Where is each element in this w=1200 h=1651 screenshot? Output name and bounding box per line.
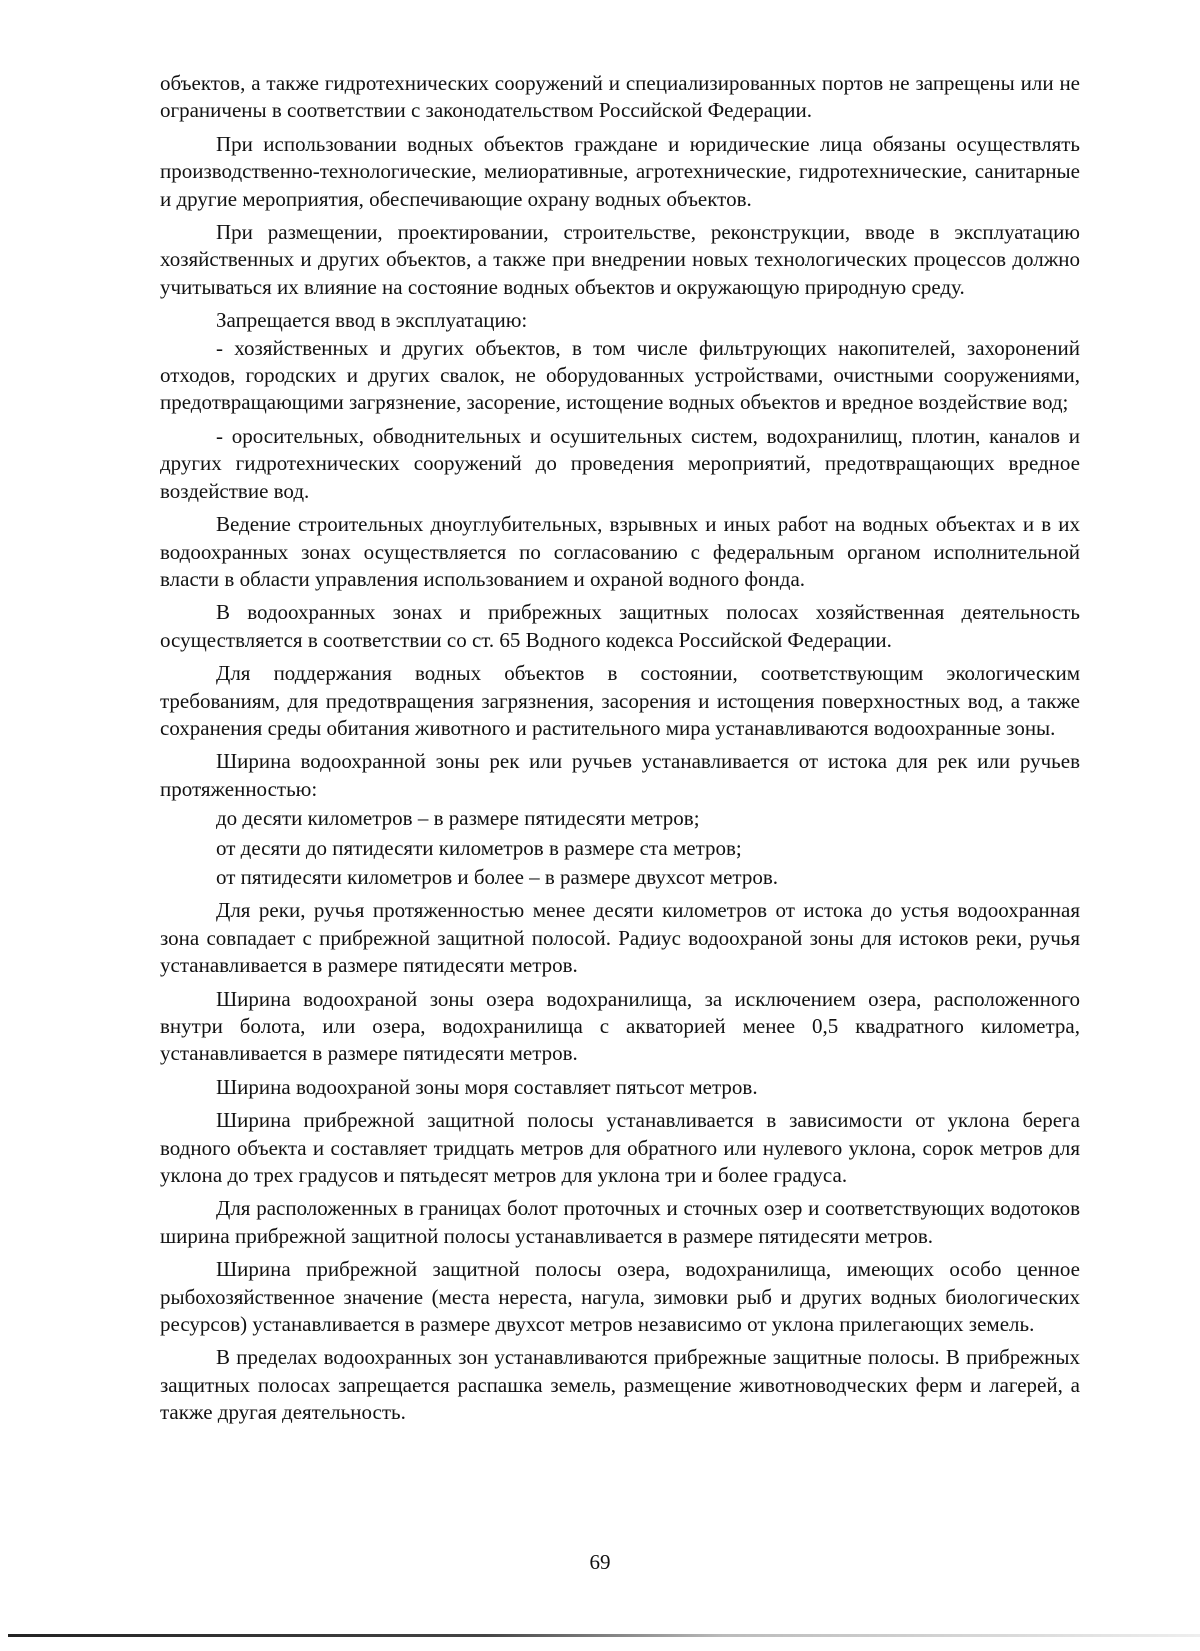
paragraph: В водоохранных зонах и прибрежных защитных полосах хозяйственная деятельность осуществляется в соответствии со ст. 65 Водного кодекса Российской Федерации. [160,600,1080,652]
page-number: 69 [589,1550,611,1574]
list-item: до десяти километров – в размере пятидесяти метров; [216,806,700,831]
paragraph: Ширина прибрежной защитной полосы устанавливается в зависимости от уклона берега водного объекта и составляет тридцать метров для обратного или нулевого уклона, сорок метров для уклона до трех градусов и пятьдесят метров для уклона три и более градуса. [160,1108,1080,1188]
document-body [160,70,1080,1427]
paragraph: Ширина водоохраной зоны озера водохранилища, за исключением озера, расположенного внутри болота, или озера, водохранилища с акваторией менее 0,5 квадратного километра, устанавливается в размере пятидесяти метров. [160,986,1080,1066]
paragraph: Ширина прибрежной защитной полосы озера, водохранилища, имеющих особо ценное рыбохозяйственное значение (места нереста, нагула, зимовки рыб и других водных биологических ресурсов) устанавливается в размере двухсот метров независимо от уклона прилегающих земель. [160,1257,1080,1337]
scan-edge-line [8,1634,1200,1637]
paragraph: Для реки, ручья протяженностью менее десяти километров от истока до устья водоохранная зона совпадает с прибрежной защитной полосой. Радиус водоохраной зоны для истоков реки, ручья устанавливается в размере пятидесяти метров. [160,898,1080,978]
paragraph: объектов, а также гидротехнических сооружений и специализированных портов не запрещены или не ограничены в соответствии с законодательством Российской Федерации. [160,71,1080,123]
paragraph: В пределах водоохранных зон устанавливаются прибрежные защитные полосы. В прибрежных защитных полосах запрещается распашка земель, размещение животноводческих ферм и лагерей, а также другая деятельность. [160,1345,1080,1425]
paragraph: При использовании водных объектов граждане и юридические лица обязаны осуществлять производственно-технологические, мелиоративные, агротехнические, гидротехнические, санитарные и другие мероприятия, обеспечивающие охрану водных объектов. [160,131,1080,211]
list-item: от десяти до пятидесяти километров в размере ста метров; [216,835,742,860]
paragraph: Для расположенных в границах болот проточных и сточных озер и соответствующих водотоков ширина прибрежной защитной полосы устанавливается в размере пятидесяти метров. [160,1196,1080,1248]
paragraph: Запрещается ввод в эксплуатацию: [216,308,528,333]
paragraph: Ширина водоохранной зоны рек или ручьев устанавливается от истока для рек или ручьев протяженностью: [160,749,1080,801]
list-item: - хозяйственных и других объектов, в том числе фильтрующих накопителей, захоронений отходов, городских и других свалок, не оборудованных устройствами, очистными сооружениями, предотвращающими загрязнение, засорение, истощение водных объектов и вредное воздействие вод; [160,335,1080,415]
paragraph: Ширина водоохраной зоны моря составляет пятьсот метров. [216,1074,758,1099]
paragraph: При размещении, проектировании, строительстве, реконструкции, вводе в эксплуатацию хозяйственных и других объектов, а также при внедрении новых технологических процессов должно учитываться их влияние на состояние водных объектов и окружающую природную среду. [160,220,1080,299]
list-item: - оросительных, обводнительных и осушительных систем, водохранилищ, плотин, каналов и других гидротехнических сооружений до проведения мероприятий, предотвращающих вредное воздействие вод. [160,423,1080,503]
paragraph: Для поддержания водных объектов в состоянии, соответствующим экологическим требованиям, для предотвращения загрязнения, засорения и истощения поверхностных вод, а также сохранения среды обитания животного и растительного мира устанавливаются водоохранные зоны. [160,661,1080,740]
list-item: от пятидесяти километров и более – в размере двухсот метров. [216,864,779,889]
paragraph: Ведение строительных дноуглубительных, взрывных и иных работ на водных объектах и в их водоохранных зонах осуществляется по согласованию с федеральным органом исполнительной власти в области управления использованием и охраной водного фонда. [160,512,1080,591]
